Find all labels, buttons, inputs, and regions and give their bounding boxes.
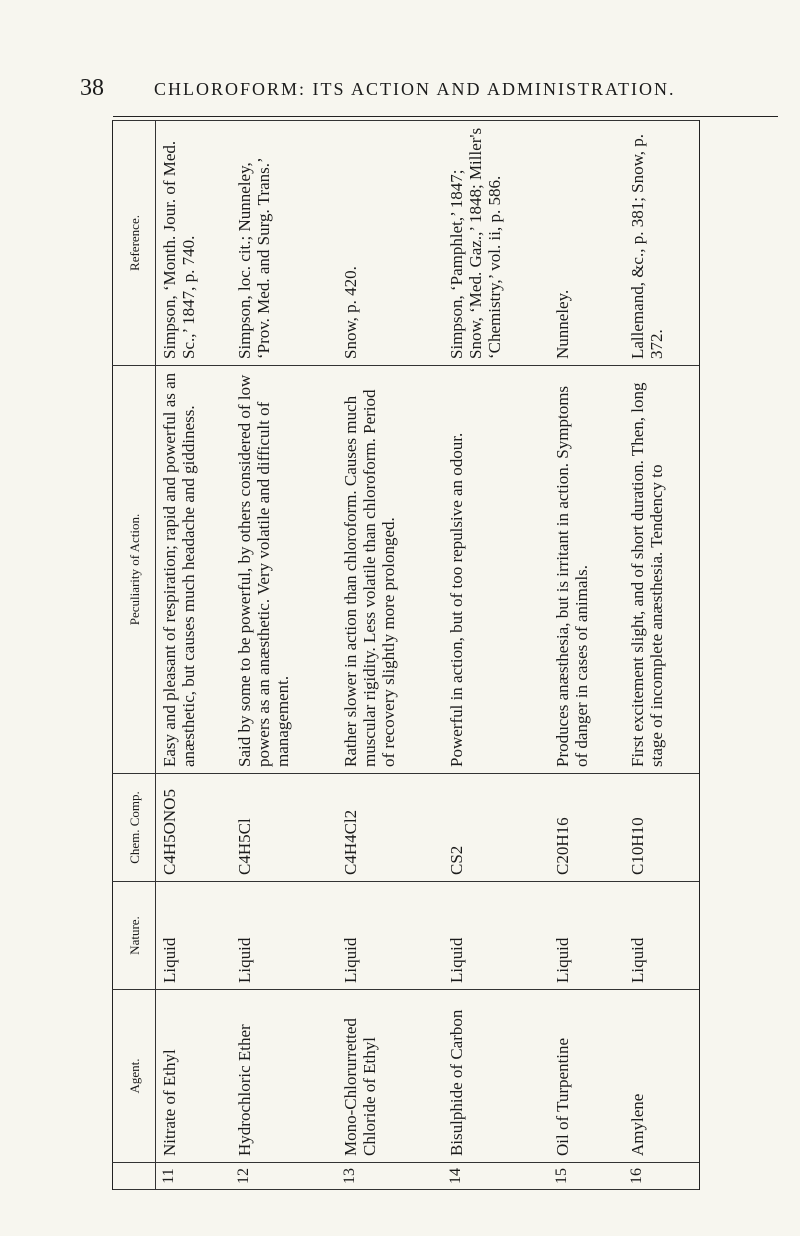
agent-cell: Hydrochloric Ether	[231, 990, 337, 1163]
row-number: 16	[624, 1163, 700, 1190]
peculiarity-cell: Powerful in action, but of too repulsive an odour.	[443, 366, 549, 774]
chem-cell: C4H5ONO5	[156, 774, 232, 882]
header-chem: Chem. Comp.	[113, 774, 156, 882]
chem-cell: C10H10	[624, 774, 700, 882]
reference-cell: Lallemand, &c., p. 381; Snow, p. 372.	[624, 121, 700, 366]
table-header-row	[113, 121, 156, 1190]
nature-cell: Liquid	[156, 882, 232, 990]
chem-cell: C20H16	[549, 774, 624, 882]
header-number	[113, 1163, 156, 1190]
running-title: CHLOROFORM: ITS ACTION AND ADMINISTRATION.	[154, 79, 676, 99]
table-row	[443, 121, 549, 1190]
page-number: 38	[80, 75, 104, 101]
chem-cell: CS2	[443, 774, 549, 882]
agents-table-rotated	[112, 120, 700, 1190]
agent-cell: Amylene	[624, 990, 700, 1163]
row-number: 13	[337, 1163, 443, 1190]
header-reference: Reference.	[113, 121, 156, 366]
peculiarity-cell: Easy and pleasant of respiration; rapid and powerful as an anæsthetic, but causes much headache and giddiness.	[156, 366, 232, 774]
agent-cell: Bisulphide of Carbon	[443, 990, 549, 1163]
header-agent: Agent.	[113, 990, 156, 1163]
reference-cell: Simpson, ‘Pamphlet,’ 1847; Snow, ‘Med. Gaz.,’ 1848; Miller's ‘Chemistry,’ vol. ii, p. 586.	[443, 121, 549, 366]
peculiarity-cell: Said by some to be powerful, by others considered of low powers as an anæsthetic. Very volatile and difficult of management.	[231, 366, 337, 774]
header-peculiarity: Peculiarity of Action.	[113, 366, 156, 774]
reference-cell: Simpson, loc. cit.; Nunneley, ‘Prov. Med. and Surg. Trans.’	[231, 121, 337, 366]
chem-cell: C4H4Cl2	[337, 774, 443, 882]
nature-cell: Liquid	[231, 882, 337, 990]
table-row	[231, 121, 337, 1190]
agent-cell: Mono-Chlorurretted Chloride of Ethyl	[337, 990, 443, 1163]
table-row	[624, 121, 700, 1190]
top-rule	[113, 116, 778, 117]
table-row	[156, 121, 232, 1190]
row-number: 11	[156, 1163, 232, 1190]
page-header	[80, 75, 780, 103]
chem-cell: C4H5Cl	[231, 774, 337, 882]
agent-cell: Nitrate of Ethyl	[156, 990, 232, 1163]
row-number: 12	[231, 1163, 337, 1190]
nature-cell: Liquid	[624, 882, 700, 990]
nature-cell: Liquid	[549, 882, 624, 990]
table-row	[549, 121, 624, 1190]
row-number: 15	[549, 1163, 624, 1190]
agent-cell: Oil of Turpentine	[549, 990, 624, 1163]
nature-cell: Liquid	[337, 882, 443, 990]
table-row	[337, 121, 443, 1190]
reference-cell: Simpson, ‘Month. Jour. of Med. Sc.,’ 1847, p. 740.	[156, 121, 232, 366]
agents-table	[112, 120, 700, 1190]
reference-cell: Nunneley.	[549, 121, 624, 366]
row-number: 14	[443, 1163, 549, 1190]
header-nature: Nature.	[113, 882, 156, 990]
peculiarity-cell: First excitement slight, and of short duration. Then, long stage of incomplete anæsthesia. Tendency to	[624, 366, 700, 774]
reference-cell: Snow, p. 420.	[337, 121, 443, 366]
peculiarity-cell: Rather slower in action than chloroform. Causes much muscular rigidity. Less volatile than chloroform. Period of recovery slightly more prolonged.	[337, 366, 443, 774]
nature-cell: Liquid	[443, 882, 549, 990]
peculiarity-cell: Produces anæsthesia, but is irritant in action. Symptoms of danger in cases of animals.	[549, 366, 624, 774]
